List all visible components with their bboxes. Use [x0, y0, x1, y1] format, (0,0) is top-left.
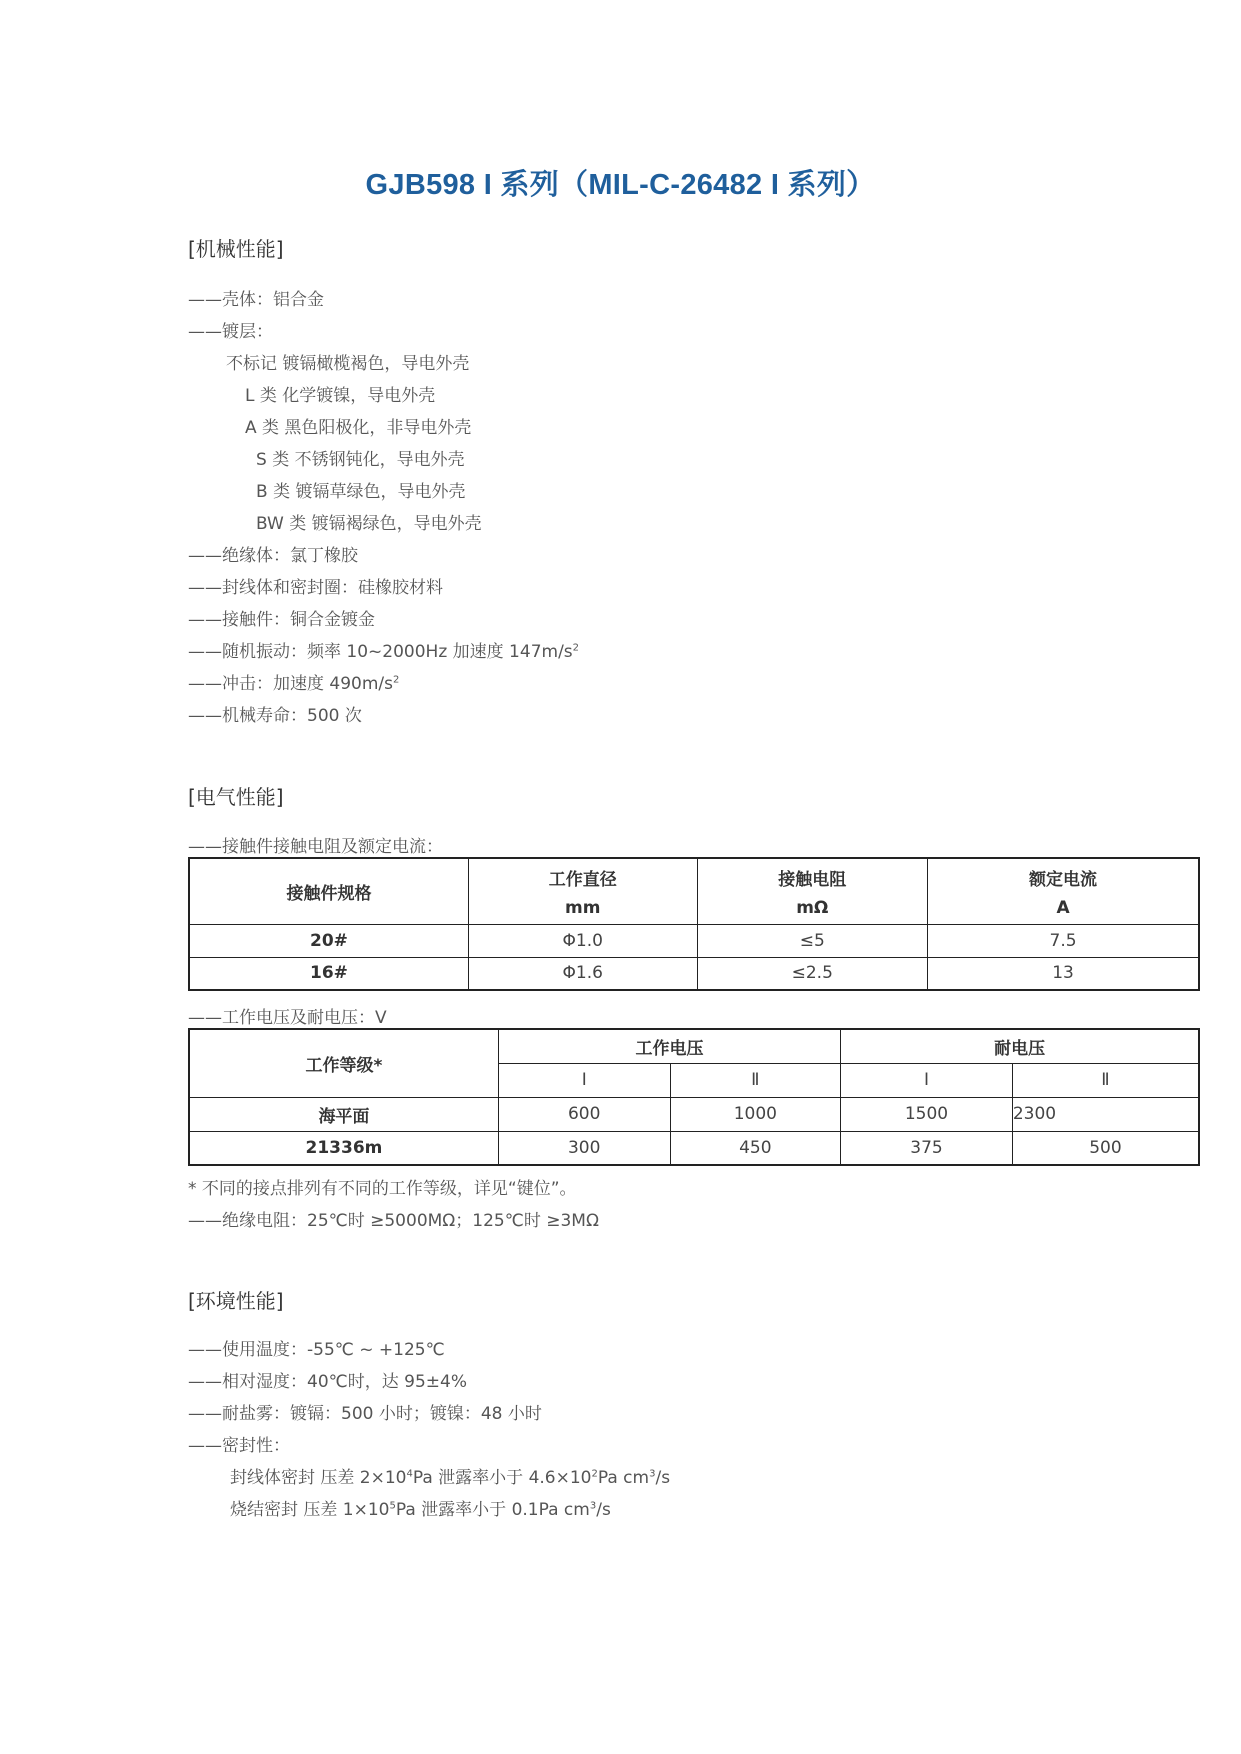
seal1-sup-3: 3: [649, 1468, 656, 1480]
plating-item: S 类 不锈钢钝化，导电外壳: [256, 450, 465, 470]
cell-current: 13: [928, 957, 1199, 990]
cell-withstand-ii: 500: [1012, 1131, 1199, 1165]
cell-diameter: Φ1.0: [468, 924, 697, 957]
voltage-intro-line: ——工作电压及耐电压：V: [188, 1008, 387, 1028]
plating-item: 不标记 镀镉橄榄褐色，导电外壳: [226, 354, 470, 374]
seal2-part-c: /s: [596, 1500, 611, 1520]
contact-line: ——接触件：铜合金镀金: [188, 610, 375, 630]
seal1-part-c: Pa cm: [597, 1468, 650, 1488]
contact-table: [188, 857, 1200, 991]
humidity-line: ——相对湿度：40℃时，达 95±4%: [188, 1372, 467, 1392]
shock-line: [188, 669, 399, 694]
insulation-line: ——绝缘电阻：25℃时 ≥5000MΩ；125℃时 ≥3MΩ: [188, 1211, 599, 1231]
header-resistance-label: 接触电阻: [778, 869, 847, 890]
cell-diameter: Φ1.6: [468, 957, 697, 990]
header-current: [928, 858, 1199, 924]
cell-working-i: 600: [498, 1097, 670, 1131]
header-withstand-voltage: 耐电压: [841, 1029, 1199, 1063]
table-row: [189, 924, 1199, 957]
table-row: [189, 1131, 1199, 1165]
cell-level: 21336m: [189, 1131, 498, 1165]
header-working-voltage: 工作电压: [498, 1029, 840, 1063]
seal2-part-a: 烧结密封 压差 1×10: [230, 1500, 390, 1520]
seal1-sup-2: 2: [591, 1468, 598, 1480]
table-header-row: [189, 1029, 1199, 1063]
header-resistance-unit: mΩ: [796, 897, 829, 918]
cell-withstand-i: 1500: [841, 1097, 1013, 1131]
seal1-part-d: /s: [655, 1468, 671, 1488]
temperature-line: ——使用温度：-55℃ ~ +125℃: [188, 1340, 445, 1360]
cell-level: 海平面: [189, 1097, 498, 1131]
header-withstand-i: Ⅰ: [841, 1063, 1013, 1097]
cell-resistance: ≤5: [697, 924, 928, 957]
header-diameter: [468, 858, 697, 924]
seal1-part-b: Pa 泄露率小于 4.6×10: [412, 1468, 592, 1488]
table-header-row: [189, 858, 1199, 924]
plating-item: A 类 黑色阳极化，非导电外壳: [245, 418, 472, 438]
seal-spec-2: [230, 1495, 611, 1520]
seal1-part-a: 封线体密封 压差 2×10: [230, 1468, 407, 1488]
seal-line: ——封线体和密封圈：硅橡胶材料: [188, 578, 443, 598]
plating-item: BW 类 镀镉褐绿色，导电外壳: [256, 514, 482, 534]
shock-sup: 2: [393, 674, 400, 686]
seal2-sup-2: 3: [589, 1500, 597, 1512]
header-level: 工作等级*: [189, 1029, 498, 1097]
cell-withstand-i: 375: [841, 1131, 1013, 1165]
table-row: [189, 1097, 1199, 1131]
seal2-sup-1: 5: [389, 1500, 396, 1512]
shell-line: ——壳体：铝合金: [188, 290, 324, 310]
header-working-i: Ⅰ: [498, 1063, 670, 1097]
plating-line: ——镀层：: [188, 322, 273, 342]
seal2-part-b: Pa 泄露率小于 0.1Pa cm: [395, 1500, 590, 1520]
vibration-text: ——随机振动：频率 10~2000Hz 加速度 147m/s: [188, 642, 573, 662]
plating-item: L 类 化学镀镍，导电外壳: [245, 386, 436, 406]
header-diameter-label: 工作直径: [548, 869, 617, 890]
insulator-line: ——绝缘体：氯丁橡胶: [188, 546, 358, 566]
life-line: ——机械寿命：500 次: [188, 706, 362, 726]
cell-spec: 20#: [189, 924, 468, 957]
footnote: * 不同的接点排列有不同的工作等级，详见“键位”。: [188, 1179, 577, 1199]
header-working-ii: Ⅱ: [670, 1063, 841, 1097]
header-resistance: [697, 858, 928, 924]
header-current-label: 额定电流: [1029, 869, 1098, 890]
voltage-table: [188, 1028, 1200, 1166]
cell-working-i: 300: [498, 1131, 670, 1165]
shock-text: ——冲击：加速度 490m/s: [188, 674, 393, 694]
cell-withstand-ii: 2300: [1012, 1097, 1199, 1131]
cell-spec: 16#: [189, 957, 468, 990]
sealing-line: ——密封性：: [188, 1436, 290, 1456]
section-heading-mechanical: [机械性能]: [188, 237, 284, 261]
section-heading-environmental: [环境性能]: [188, 1289, 284, 1313]
contact-intro-line: ——接触件接触电阻及额定电流：: [188, 837, 443, 857]
cell-current: 7.5: [928, 924, 1199, 957]
seal-spec-1: [230, 1463, 670, 1488]
header-diameter-unit: mm: [565, 897, 601, 918]
page-title: GJB598 I 系列（MIL-C-26482 I 系列）: [365, 169, 876, 201]
section-heading-electrical: [电气性能]: [188, 785, 284, 809]
vibration-sup: 2: [572, 642, 580, 654]
header-current-unit: A: [1056, 897, 1070, 918]
header-spec: 接触件规格: [189, 858, 468, 924]
vibration-line: [188, 637, 579, 662]
header-withstand-ii: Ⅱ: [1012, 1063, 1199, 1097]
cell-working-ii: 1000: [670, 1097, 841, 1131]
plating-item: B 类 镀镉草绿色，导电外壳: [256, 482, 466, 502]
cell-working-ii: 450: [670, 1131, 841, 1165]
cell-resistance: ≤2.5: [697, 957, 928, 990]
table-row: [189, 957, 1199, 990]
seal1-sup-1: 4: [406, 1468, 413, 1480]
salt-spray-line: ——耐盐雾：镀镉：500 小时；镀镍：48 小时: [188, 1404, 542, 1424]
